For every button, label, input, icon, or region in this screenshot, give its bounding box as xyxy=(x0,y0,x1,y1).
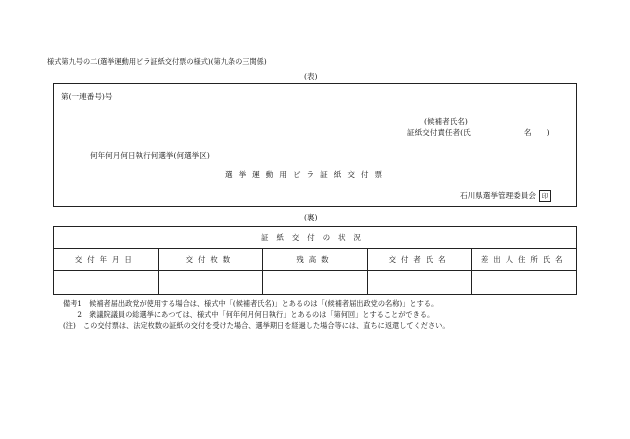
form-title: 選挙運動用ビラ証紙交付票 xyxy=(225,170,389,179)
stamp-manager-label: 証紙交付責任者(氏 名 ) xyxy=(407,128,550,137)
back-side-label: (裏) xyxy=(304,213,318,222)
table-title-row xyxy=(54,227,577,249)
note-caution: (注) この交付票は、法定枚数の証紙の交付を受けた場合、選挙期日を経過した場合等には、直ちに返還してください。 xyxy=(63,321,450,330)
candidate-name-label: (候補者氏名) xyxy=(424,117,468,126)
table-cell[interactable] xyxy=(54,271,159,295)
note-1: 備考1 候補者届出政党が使用する場合は、様式中「(候補者氏名)」とあるのは「(候補者届出政党の名称)」とする。 xyxy=(63,299,439,308)
table-row xyxy=(54,271,577,295)
col-issue-date: 交付年月日 xyxy=(54,249,159,271)
form-header-note: 様式第九号の二(選挙運動用ビラ証紙交付票の様式)(第九条の三関係) xyxy=(47,57,267,66)
col-issue-count: 交付枚数 xyxy=(158,249,263,271)
table-header-row xyxy=(54,249,577,271)
table-title: 証紙交付の状況 xyxy=(54,227,577,249)
election-label: 何年何月何日執行何選挙(何選挙区) xyxy=(90,151,210,160)
issuer-name: 石川県選挙管理委員会 xyxy=(460,191,536,200)
table-cell[interactable] xyxy=(472,271,577,295)
issuer-block xyxy=(460,190,551,202)
col-balance: 残高数 xyxy=(263,249,368,271)
seal-mark: 印 xyxy=(539,190,551,202)
front-form-box xyxy=(53,83,577,207)
col-issuer-name: 交付者氏名 xyxy=(367,249,472,271)
note-2: 2 衆議院議員の総選挙にあつては、様式中「何年何月何日執行」とあるのは「第何回」とすることができる。 xyxy=(63,310,435,319)
issuance-status-table xyxy=(53,226,577,295)
table-cell[interactable] xyxy=(158,271,263,295)
table-cell[interactable] xyxy=(263,271,368,295)
col-sender-address-name: 差出人住所氏名 xyxy=(472,249,577,271)
front-side-label: (表) xyxy=(304,72,318,81)
serial-number-label: 第(一連番号)号 xyxy=(61,92,113,101)
table-cell[interactable] xyxy=(367,271,472,295)
